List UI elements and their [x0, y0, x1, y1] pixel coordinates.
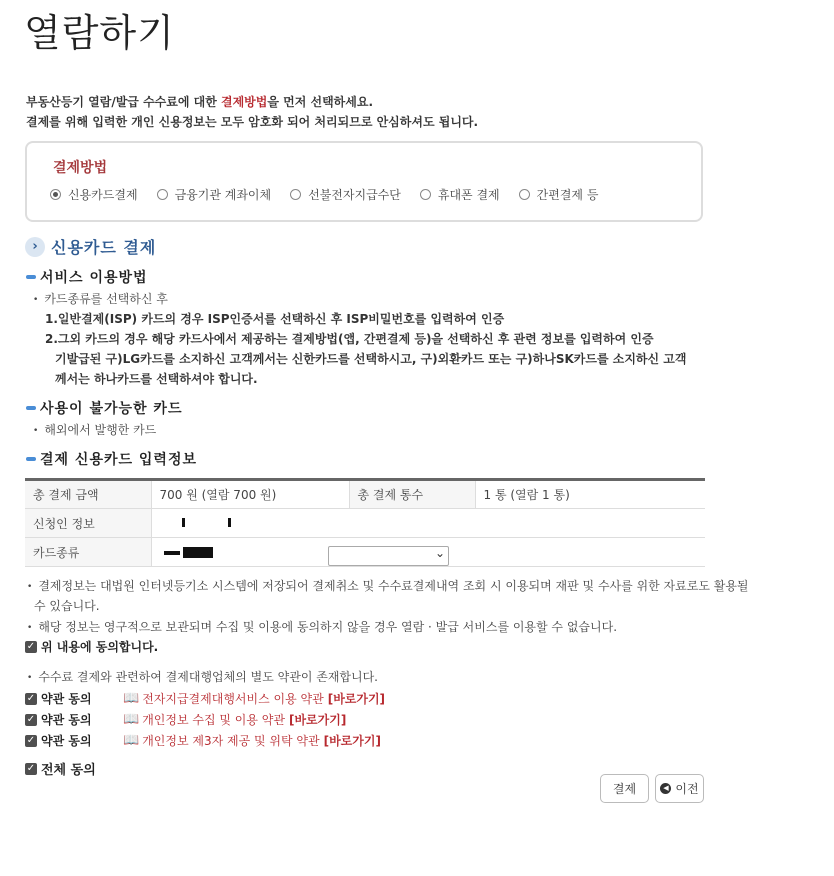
book-icon: 📖	[123, 733, 140, 748]
agree-label: 위 내용에 동의합니다.	[41, 640, 159, 654]
section-header	[25, 235, 156, 258]
checkbox-checked-icon[interactable]: ✓	[26, 713, 36, 725]
applicant-label: 신청인 정보	[25, 509, 151, 538]
payment-method-box	[25, 141, 703, 222]
checkbox-checked-icon[interactable]: ✓	[26, 762, 36, 774]
service-heading	[26, 267, 148, 287]
checkbox-checked-icon[interactable]: ✓	[26, 640, 36, 652]
section-title: 신용카드 결제	[51, 238, 157, 257]
total-amount-value: 700 원 (열람 700 원)	[151, 480, 349, 509]
unusable-title: 사용이 불가능한 카드	[40, 401, 183, 417]
book-icon: 📖	[123, 691, 140, 706]
terms-go-link[interactable]: [바로가기]	[323, 734, 381, 748]
terms-link-2[interactable]	[142, 711, 346, 728]
chevron-right-icon: ›	[25, 237, 45, 257]
terms-agree-label: 약관 동의	[41, 692, 92, 706]
table-row	[25, 480, 705, 509]
checkbox-checked-icon[interactable]: ✓	[26, 734, 36, 746]
note-1-cont: 수 있습니다.	[34, 599, 100, 613]
agree-all-label: 전체 동의	[41, 763, 96, 778]
terms-agree-label: 약관 동의	[41, 713, 92, 727]
total-count-label: 총 결제 통수	[349, 480, 475, 509]
intro-text-pre: 부동산등기 열람/발급 수수료에 대한	[26, 95, 221, 109]
total-count-value: 1 통 (열람 1 통)	[475, 480, 705, 509]
service-step-2-cont-1: 기발급된 구)LG카드를 소지하신 고객께서는 신한카드를 선택하시고, 구)외환카드 또는 구)하나SK카드를 소지하신 고객	[55, 352, 687, 366]
terms-agree-label: 약관 동의	[41, 734, 92, 748]
masked-text	[183, 547, 213, 558]
radio-label: 신용카드결제	[68, 188, 138, 202]
pay-button-label: 결제	[612, 782, 637, 796]
service-step-2-cont-2: 께서는 하나카드를 선택하셔야 합니다.	[55, 372, 258, 386]
bar-icon	[26, 406, 36, 410]
total-amount-label: 총 결제 금액	[25, 480, 151, 509]
bar-icon	[26, 275, 36, 279]
applicant-value-masked	[151, 509, 705, 538]
service-title: 서비스 이용방법	[40, 270, 148, 286]
masked-text	[164, 551, 180, 555]
service-bullet: • 카드종류를 선택하신 후	[33, 290, 168, 307]
book-icon: 📖	[123, 712, 140, 727]
prev-button-label: 이전	[675, 782, 699, 796]
terms-go-link[interactable]: [바로가기]	[288, 713, 347, 727]
radio-label: 선불전자지급수단	[308, 188, 401, 202]
unusable-heading	[26, 398, 182, 418]
radio-dot[interactable]	[50, 189, 61, 200]
note-1: • 결제정보는 대법원 인터넷등기소 시스템에 저장되어 결제취소 및 수수료결제내역 조회 시 이용되며 재판 및 수사를 위한 자료로도 활용될	[27, 577, 749, 594]
terms-link-1[interactable]	[142, 690, 385, 707]
radio-label: 간편결제 등	[536, 188, 599, 202]
radio-easy-pay[interactable]	[519, 186, 599, 203]
pay-button[interactable]	[600, 774, 649, 803]
page-title: 열람하기	[24, 11, 175, 55]
terms-go-link[interactable]: [바로가기]	[327, 692, 386, 706]
bar-icon	[26, 457, 36, 461]
radio-prepaid[interactable]	[290, 186, 401, 203]
table-row	[25, 509, 705, 538]
radio-dot[interactable]	[420, 189, 431, 200]
agree-all-row[interactable]	[25, 759, 96, 778]
radio-label: 금융기관 계좌이체	[174, 188, 272, 202]
radio-dot[interactable]	[290, 189, 301, 200]
terms-row-1	[25, 690, 385, 707]
radio-mobile[interactable]	[420, 186, 500, 203]
chevron-down-icon: ⌄	[434, 546, 445, 560]
unusable-bullet: • 해외에서 발행한 카드	[33, 421, 156, 438]
masked-text	[182, 518, 185, 527]
radio-label: 휴대폰 결제	[437, 188, 500, 202]
card-type-label: 카드종류	[25, 538, 151, 567]
payment-method-title: 결제방법	[53, 160, 108, 176]
card-info-heading	[26, 449, 197, 469]
note-2: • 해당 정보는 영구적으로 보관되며 수집 및 이용에 동의하지 않을 경우 열람 · 발급 서비스를 이용할 수 없습니다.	[27, 618, 617, 635]
radio-dot[interactable]	[157, 189, 168, 200]
terms-link-text: 개인정보 제3자 제공 및 위탁 약관	[142, 734, 320, 748]
terms-link-text: 개인정보 수집 및 이용 약관	[142, 713, 285, 727]
intro-text-post: 을 먼저 선택하세요.	[267, 95, 374, 109]
arrow-left-icon: ◀	[660, 783, 671, 794]
service-step-1: 1.일반결제(ISP) 카드의 경우 ISP인증서를 선택하신 후 ISP비밀번호를 입력하여 인증	[45, 312, 505, 326]
card-type-select[interactable]	[328, 546, 449, 566]
intro-line-1	[26, 93, 373, 110]
terms-link-3[interactable]	[142, 732, 381, 749]
prev-button[interactable]	[655, 774, 704, 803]
payment-method-radio-group	[50, 186, 617, 203]
radio-credit-card[interactable]	[50, 186, 138, 203]
checkbox-checked-icon[interactable]: ✓	[26, 692, 36, 704]
masked-text	[228, 518, 231, 527]
service-step-2: 2.그외 카드의 경우 해당 카드사에서 제공하는 결제방법(앱, 간편결제 등)을 선택하신 후 관련 정보를 입력하여 인증	[45, 332, 654, 346]
intro-highlight: 결제방법	[220, 95, 268, 109]
terms-row-3	[25, 732, 381, 749]
agree-checkbox-row[interactable]	[25, 638, 158, 655]
intro-line-2: 결제를 위해 입력한 개인 신용정보는 모두 암호화 되어 처리되므로 안심하셔도 됩니다.	[26, 115, 479, 129]
note-3: • 수수료 결제와 관련하여 결제대행업체의 별도 약관이 존재합니다.	[27, 668, 378, 685]
radio-bank-transfer[interactable]	[157, 186, 272, 203]
card-info-title: 결제 신용카드 입력정보	[40, 452, 197, 468]
radio-dot[interactable]	[519, 189, 530, 200]
terms-link-text: 전자지급결제대행서비스 이용 약관	[142, 692, 324, 706]
terms-row-2	[25, 711, 346, 728]
